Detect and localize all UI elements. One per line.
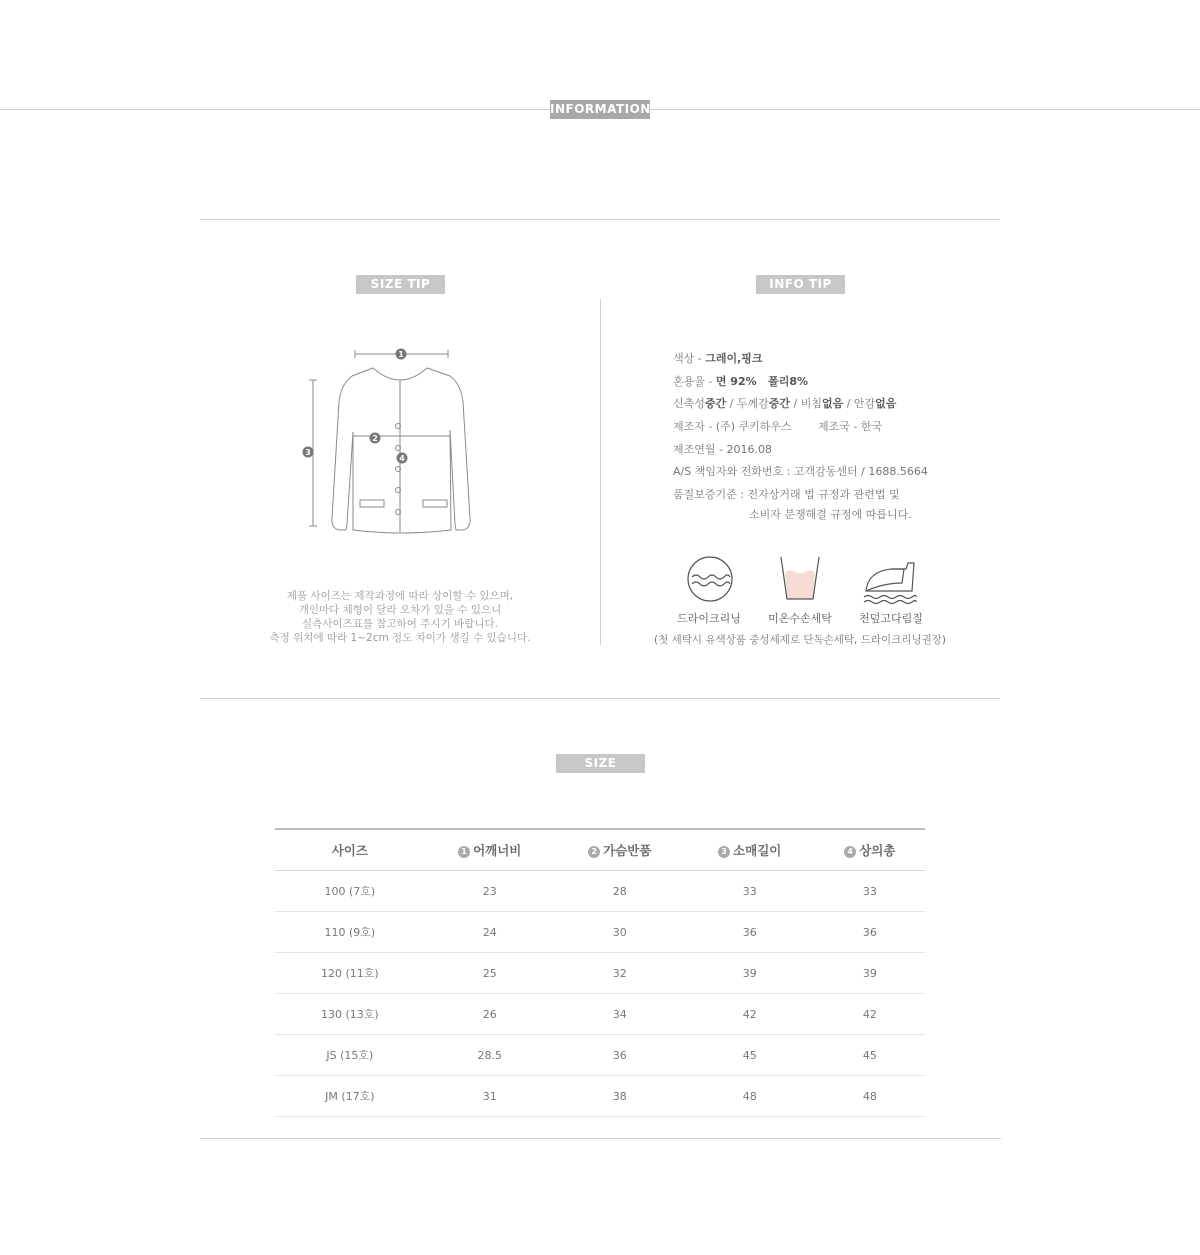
section-divider-1 [200,219,1000,220]
shoulder-cell: 24 [425,912,555,953]
shoulder-cell: 25 [425,953,555,994]
center-divider [600,299,601,645]
size-cell: JM (17호) [275,1076,425,1117]
col-chest [555,829,685,871]
dry-clean-icon [686,555,734,603]
care-label-handwash: 미온수손세탁 [768,612,832,625]
measure-marker-2 [370,433,381,444]
size-cell: 100 (7호) [275,871,425,912]
size-tip-notes [230,589,570,645]
maker-info: 제조자 - (주) 쿠키하우스 [673,420,792,433]
information-badge: INFORMATION [550,100,650,119]
size-note-line: 실측사이즈표를 참고하여 주시기 바랍니다. [302,618,498,630]
care-label-dry: 드라이크리닝 [677,612,741,625]
shoulder-cell: 31 [425,1076,555,1117]
table-row [275,871,925,912]
size-cell: 110 (9호) [275,912,425,953]
length-cell: 48 [815,1076,925,1117]
date-info: 제조연월 - 2016.08 [673,443,772,456]
color-label: 색상 - [673,352,706,365]
sleeve-cell: 42 [685,994,815,1035]
num-badge-3: 3 [718,846,730,858]
bottom-divider [200,1138,1001,1139]
warranty-info: 품질보증기준 : 전자상거래 법 규정과 관련법 및 [673,488,900,501]
section-divider-2 [200,698,1000,699]
water-fill [785,571,815,600]
sheer-value: 없음 [821,397,844,410]
size-cell: JS (15호) [275,1035,425,1076]
svg-text:2: 2 [372,434,378,443]
table-row [275,953,925,994]
lining-label: / 안감 [843,397,876,410]
col-shoulder-label: 어깨너비 [473,843,522,858]
length-cell: 33 [815,871,925,912]
col-length [815,829,925,871]
length-cell: 42 [815,994,925,1035]
thickness-value: 중간 [768,397,790,410]
col-size-label: 사이즈 [331,843,368,858]
thickness-label: / 두께감 [726,397,769,410]
stretch-value: 중간 [704,397,727,410]
shoulder-cell: 26 [425,994,555,1035]
num-badge-4: 4 [844,846,856,858]
table-row [275,912,925,953]
size-tip-badge: SIZE TIP [356,275,445,294]
hand-wash-icon [779,555,821,603]
sleeve-cell: 33 [685,871,815,912]
chest-cell: 28 [555,871,685,912]
sleeve-cell: 36 [685,912,815,953]
shoulder-cell: 28.5 [425,1035,555,1076]
svg-text:4: 4 [399,454,405,463]
info-tip-badge: INFO TIP [756,275,845,294]
num-badge-1: 1 [458,846,470,858]
table-row [275,1035,925,1076]
sleeve-cell: 48 [685,1076,815,1117]
size-cell: 120 (11호) [275,953,425,994]
col-size [275,829,425,871]
care-note: (첫 세탁시 유색상품 중성세제로 단독손세탁, 드라이크리닝권장) [654,634,946,646]
chest-cell: 34 [555,994,685,1035]
chest-cell: 30 [555,912,685,953]
col-sleeve [685,829,815,871]
care-label-iron: 천덮고다림질 [859,612,923,625]
sheer-label: / 비침 [790,397,822,410]
properties-info [673,395,896,411]
length-cell: 36 [815,912,925,953]
chest-cell: 38 [555,1076,685,1117]
lining-value: 없음 [875,397,897,410]
cardigan-diagram [295,340,495,540]
as-info: A/S 책임자와 전화번호 : 고객감동센터 / 1688.5664 [673,465,928,478]
length-cell: 45 [815,1035,925,1076]
size-badge: SIZE [556,754,645,773]
material-label: 혼용율 - [673,375,716,388]
stretch-label: 신축성 [673,397,705,410]
chest-cell: 32 [555,953,685,994]
color-value: 그레이,핑크 [705,352,763,365]
length-cell: 39 [815,953,925,994]
chest-cell: 36 [555,1035,685,1076]
material-value: 면 92% 폴리8% [715,375,809,388]
col-chest-label: 가슴반품 [603,843,652,858]
measure-marker-4 [397,453,408,464]
size-note-line: 측정 위치에 따라 1~2cm 정도 차이가 생길 수 있습니다. [269,632,531,644]
size-table-header [275,829,925,871]
color-info [673,350,763,366]
svg-text:3: 3 [305,448,311,457]
table-row [275,1076,925,1117]
svg-text:1: 1 [398,350,404,359]
country-info: 제조국 - 한국 [818,420,883,433]
size-note-line: 제품 사이즈는 제작과정에 따라 상이할 수 있으며, [286,590,514,602]
num-badge-2: 2 [588,846,600,858]
col-sleeve-label: 소매길이 [733,843,782,858]
col-shoulder [425,829,555,871]
size-note-line: 개인마다 체형이 달라 오차가 있을 수 있으니 [298,604,502,616]
measure-marker-1 [396,349,407,360]
table-row [275,994,925,1035]
measure-marker-3 [303,447,314,458]
shoulder-cell: 23 [425,871,555,912]
sleeve-cell: 39 [685,953,815,994]
iron-icon [862,553,918,605]
size-cell: 130 (13호) [275,994,425,1035]
warranty-info-2: 소비자 분쟁해결 규정에 따릅니다. [749,508,912,521]
col-length-label: 상의총 [859,843,896,858]
size-table [275,828,925,1117]
material-info [673,373,808,389]
sleeve-cell: 45 [685,1035,815,1076]
